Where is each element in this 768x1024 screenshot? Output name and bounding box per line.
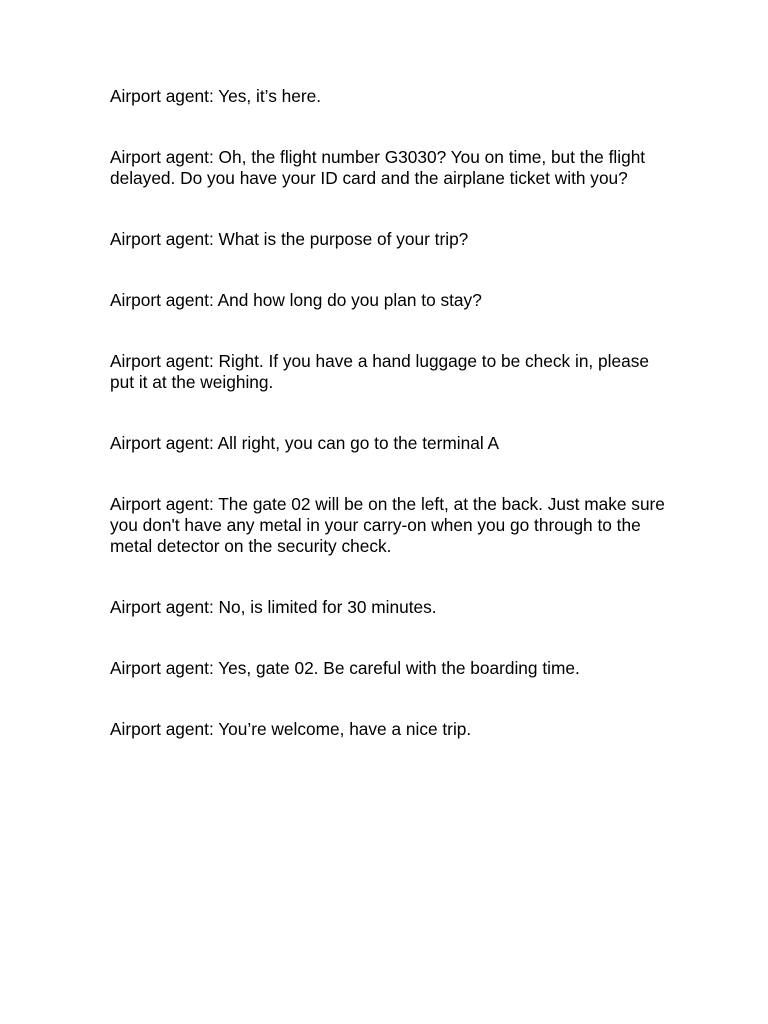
- dialogue-line: Airport agent: You’re welcome, have a nice trip.: [110, 719, 472, 739]
- dialogue-line: Airport agent: No, is limited for 30 minutes.: [110, 597, 437, 617]
- dialogue-body: [110, 86, 670, 780]
- dialogue-line: Airport agent: Yes, it’s here.: [110, 86, 322, 106]
- dialogue-line: Airport agent: Right. If you have a hand luggage to be check in, please put it at the weighing.: [110, 351, 649, 392]
- dialogue-line: Airport agent: What is the purpose of your trip?: [110, 229, 469, 249]
- dialogue-line: Airport agent: All right, you can go to the terminal A: [110, 433, 500, 453]
- dialogue-line: Airport agent: And how long do you plan to stay?: [110, 290, 482, 310]
- dialogue-line: Airport agent: Yes, gate 02. Be careful with the boarding time.: [110, 658, 580, 678]
- dialogue-line: Airport agent: The gate 02 will be on the left, at the back. Just make sure you don't have any metal in your carry-on when you go through to the metal detector on the security check.: [110, 494, 665, 556]
- dialogue-line: Airport agent: Oh, the flight number G3030? You on time, but the flight delayed. Do you have your ID card and the airplane ticket with you?: [110, 147, 646, 188]
